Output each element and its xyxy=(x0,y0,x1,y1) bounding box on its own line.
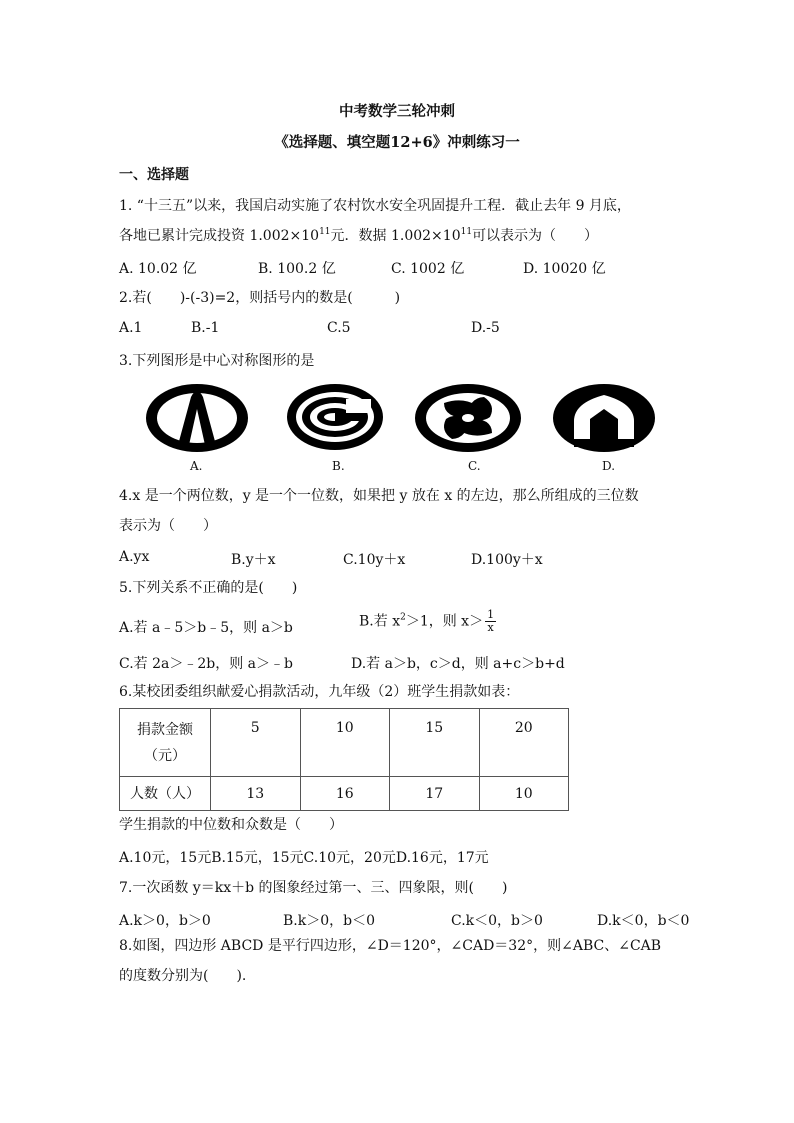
page-subtitle: 《选择题、填空题12+6》冲刺练习一 xyxy=(274,134,520,151)
q7-option-d: D.k＜0，b＜0 xyxy=(597,913,690,929)
logo-d-icon xyxy=(552,383,656,453)
q6-question: 学生捐款的中位数和众数是（ ） xyxy=(119,817,343,833)
q2-option-b: B.-1 xyxy=(191,320,220,336)
q1-line1: 1. “十三五”以来，我国启动实施了农村饮水安全巩固提升工程．截止去年 9 月底， xyxy=(119,198,631,214)
table-row xyxy=(120,777,569,811)
section-heading: 一、选择题 xyxy=(119,167,189,183)
q1-line2: 各地已累计完成投资 $1.002\times 10^{11}$元．数据 $1.002\times 10^{11}$可以表示为（ ） xyxy=(119,227,599,244)
q1-option-a: A. 10.02 亿 xyxy=(119,261,197,277)
q5-option-c: C.若 2a＞﹣2b，则 a＞﹣b xyxy=(119,656,293,672)
table-cell: 13 xyxy=(211,777,301,811)
table-row xyxy=(120,709,569,777)
q4-option-a: A.yx xyxy=(119,549,150,565)
q2-option-c: C.5 xyxy=(327,320,351,336)
q4-line2: 表示为（ ） xyxy=(119,518,217,534)
logo-b-label: B. xyxy=(332,459,345,473)
q7-text: 7.一次函数 y＝kx＋b 的图象经过第一、三、四象限，则( ) xyxy=(119,880,508,896)
q5-option-d: D.若 a＞b，c＞d，则 a+c＞b+d xyxy=(351,656,565,672)
q4-option-d: D.100y＋x xyxy=(471,552,543,568)
q2-text: 2.若( )-(-3)=2，则括号内的数是( ) xyxy=(119,290,401,306)
table-cell: 17 xyxy=(390,777,480,811)
q4-option-b: B.y＋x xyxy=(231,552,276,568)
q7-option-c: C.k＜0，b＞0 xyxy=(451,913,543,929)
logo-d-label: D. xyxy=(602,459,616,473)
table-cell: 16 xyxy=(300,777,390,811)
q3-text: 3.下列图形是中心对称图形的是 xyxy=(119,353,315,369)
table-cell: 人数（人） xyxy=(120,777,211,811)
table-cell: 15 xyxy=(390,709,480,777)
q6-options: A.10元，15元B.15元，15元C.10元，20元D.16元，17元 xyxy=(119,850,489,866)
logo-a-label: A. xyxy=(190,459,203,473)
table-cell: 5 xyxy=(211,709,301,777)
q1-option-d: D. 10020 亿 xyxy=(523,261,606,277)
q4-line1: 4.x 是一个两位数，y 是一个一位数，如果把 y 放在 x 的左边，那么所组成的三位数 xyxy=(119,488,639,504)
logo-c-icon xyxy=(414,383,522,453)
logo-c-label: C. xyxy=(468,459,481,473)
q2-option-a: A.1 xyxy=(119,320,143,336)
q1-option-c: C. 1002 亿 xyxy=(391,261,465,277)
q1-option-b: B. 100.2 亿 xyxy=(258,261,336,277)
page-title: 中考数学三轮冲刺 xyxy=(339,103,455,120)
table-cell: 20 xyxy=(479,709,569,777)
fraction: $\frac{1}{x}$ xyxy=(487,608,495,634)
table-cell: 捐款金额 （元） xyxy=(120,709,211,777)
q5-text: 5.下列关系不正确的是( ) xyxy=(119,580,298,596)
q4-option-c: C.10y＋x xyxy=(343,552,406,568)
logo-b-icon xyxy=(286,383,384,451)
q7-option-b: B.k＞0，b＜0 xyxy=(283,913,375,929)
q8-line2: 的度数分别为( ). xyxy=(119,968,247,984)
q6-text: 6.某校团委组织献爱心捐款活动，九年级（2）班学生捐款如表： xyxy=(119,684,520,700)
q5-option-a: A.若 a﹣5＞b﹣5，则 a＞b xyxy=(119,620,293,636)
table-cell: 10 xyxy=(479,777,569,811)
q8-line1: 8.如图，四边形 ABCD 是平行四边形，∠D＝120°，∠CAD＝32°，则∠ABC、∠CAB xyxy=(119,938,662,954)
table-cell: 10 xyxy=(300,709,390,777)
q7-option-a: A.k＞0，b＞0 xyxy=(119,913,211,929)
logo-a-icon xyxy=(145,383,249,453)
q2-option-d: D.-5 xyxy=(471,320,500,336)
donation-table xyxy=(119,708,569,811)
q5-option-b: B.若 $x^2>1$，则 x＞ $\frac{1}{x}$ xyxy=(359,608,495,634)
